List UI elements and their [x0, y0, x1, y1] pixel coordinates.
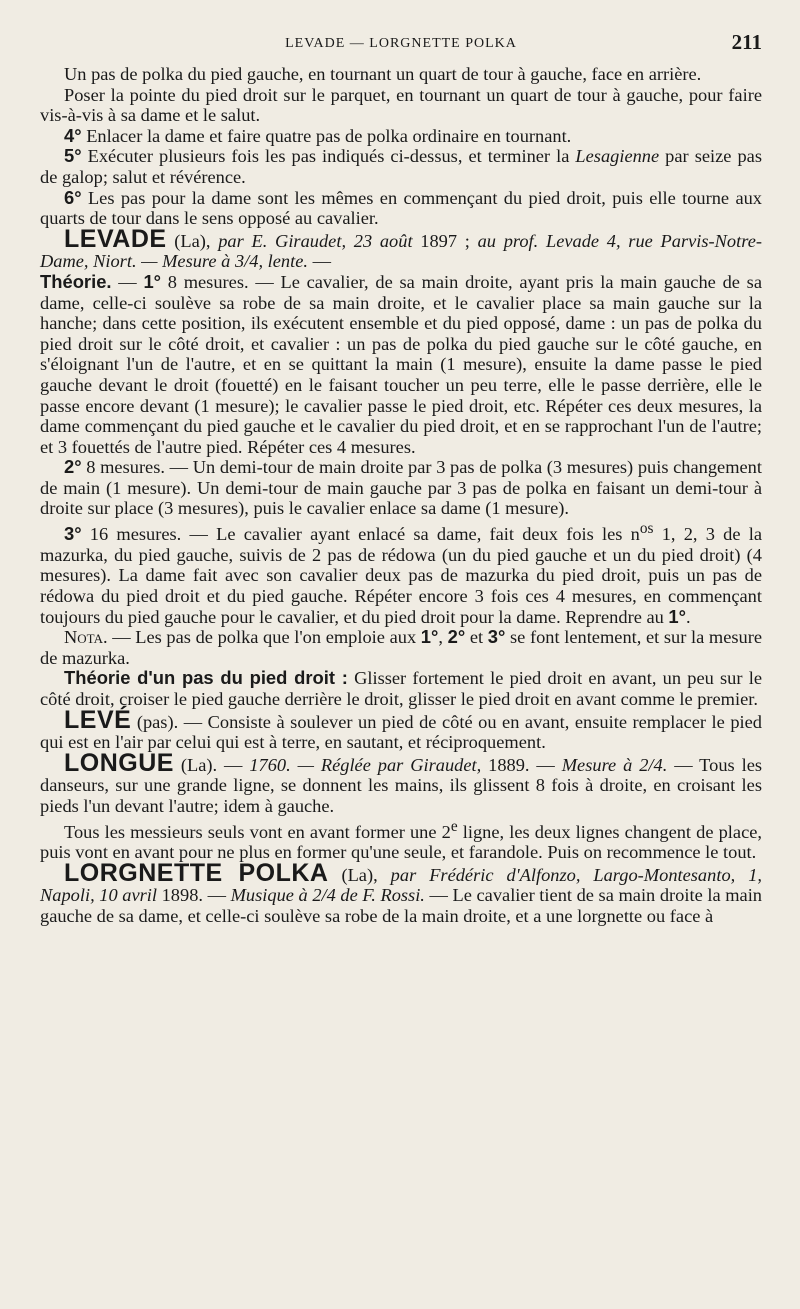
theorie-step-3 — [40, 519, 762, 627]
step-text: Les pas pour la dame sont les mêmes en commençant du pied droit, puis elle tourne aux quarts de tour dans le sens opposé au cavalier. — [40, 187, 762, 229]
entry-text: Tous les messieurs seuls vont en avant former une 2 — [64, 821, 451, 842]
entry-article: (La), — [166, 230, 219, 251]
intro-step-6 — [40, 188, 762, 229]
nota-paragraph — [40, 627, 762, 668]
step-number: 6° — [64, 186, 82, 208]
step-number: 2° — [64, 456, 82, 478]
theorie-pas-label: Théorie d'un pas du pied droit : — [64, 667, 348, 689]
entry-reference: par Frédéric d'Alfonzo, Largo-Montesanto, 1, Napoli, 10 avril — [40, 864, 762, 906]
step-number: 5° — [64, 145, 82, 167]
headword-lorgnette-polka: LORGNETTE POLKA — [64, 858, 329, 887]
entry-text: — Tous les danseurs, sur une grande ligne, se donnent les mains, ils glissent 8 fois à droite, en croisant les pieds l'un devant l'autre; idem à gauche. — [40, 754, 763, 816]
entry-details: Mesure à 2/4. — [561, 754, 668, 775]
intro-step-4 — [40, 126, 762, 147]
entry-text: (pas). — Consiste à soulever un pied de côté ou en avant, ensuite remplacer le pied qui est en l'air par celui qui est à terre, en sautant, et réciproquement. — [40, 711, 762, 753]
superscript: os — [639, 520, 654, 538]
nota-label: Nota. — [64, 627, 108, 648]
running-head: LEVADE — LORGNETTE POLKA — [285, 36, 517, 51]
entry-article: (La), — [328, 864, 391, 885]
intro-paragraph-2: Poser la pointe du pied droit sur le parquet, en tournant un quart de tour à gauche, pour faire vis-à-vis à sa dame et le salut. — [40, 84, 762, 126]
step-number: 3° — [64, 523, 82, 545]
punctuation: . — [686, 606, 691, 627]
longue-paragraph-2 — [40, 817, 762, 863]
entry-lorgnette-polka — [40, 858, 763, 927]
nota-ref-1: 1° — [420, 626, 439, 648]
separator: — — [111, 271, 144, 292]
nota-ref-3: 3° — [487, 626, 506, 648]
theorie-step-1 — [40, 272, 762, 457]
page-number: 211 — [731, 30, 762, 54]
entry-levade — [40, 224, 762, 272]
step-text: 1, 2, 3 de la mazurka, du pied gauche, suivis de 2 pas de rédowa (un du pied gauche et un du pied droit) (4 mesures). La dame fait avec son cavalier deux pas de mazurka du pied droit, puis un pas de rédowa du pied droit et du pied gauche. Répéter encore 3 fois ces 4 mesures, en commençant toujours du pied gauche pour le cavalier, et du pied droit pour la dame. Reprendre au — [40, 524, 762, 627]
nota-text: se font lentement, et sur la mesure de mazurka. — [40, 627, 763, 668]
nota-ref-2: 2° — [447, 626, 466, 648]
page-header — [40, 30, 762, 64]
step-text: Enlacer la dame et faire quatre pas de polka ordinaire en tournant. — [81, 125, 572, 146]
entry-reference: 1760. — Réglée par Giraudet, — [249, 754, 482, 775]
step-text: Exécuter plusieurs fois les pas indiqués ci-dessus, et terminer la — [81, 146, 576, 167]
theorie-step-2 — [40, 457, 762, 519]
theorie-pas-paragraph — [40, 668, 762, 709]
entry-leve — [40, 705, 762, 753]
step-number: 4° — [64, 124, 82, 146]
entry-reference: par E. Giraudet, 23 août — [218, 230, 413, 251]
entry-details: au prof. Levade 4, rue Parvis-Notre-Dame, Niort. — Mesure à 3/4, lente. — [40, 230, 762, 272]
headword-leve: LEVÉ — [64, 705, 132, 734]
separator: et — [465, 627, 488, 648]
separator: , — [438, 627, 448, 648]
entry-dash: — — [308, 251, 331, 272]
step-text: 8 mesures. — Le cavalier, de sa main droite, ayant pris la main gauche de sa dame, celle-ci soulève sa robe de sa main droite, et le cavalier place sa main gauche sur la hanche; dans cette position, ils exécutent ensemble et du pied opposé, dame : un pas de polka du pied droit sur le côté droit, et cavalier : un pas de polka du pied gauche sur le côté gauche, en s'éloignant l'un de l'autre, et en se quittant la main (1 mesure), ensuite la dame passe le pied gauche devant le droit (fouetté) en le faisant toucher un peu terre, elle le passe derrière, elle le passe encore devant (1 mesure); le cavalier passe le pied droit, etc. Répéter ces deux mesures, la dame commençant du pied gauche et le cavalier du pied droit, et en se rapprochant l'un de l'autre; et 3 fouettés de l'autre pied. Répéter ces 4 mesures. — [40, 271, 762, 457]
intro-step-5 — [40, 146, 762, 187]
headword-longue: LONGUE — [64, 748, 174, 777]
intro-paragraph-1: Un pas de polka du pied gauche, en tournant un quart de tour à gauche, face en arrière. — [64, 64, 702, 84]
emphasis: Lesagienne — [575, 146, 660, 167]
nota-text: — Les pas de polka que l'on emploie aux — [107, 627, 421, 648]
headword-levade: LEVADE — [64, 224, 167, 253]
entry-year: 1897 ; — [412, 230, 478, 251]
step-text: 8 mesures. — Un demi-tour de main droite par 3 pas de polka (3 mesures) puis changement de main (1 mesure). Un demi-tour de main gauche par 3 pas de polka en faisant un demi-tour à droite sur place (3 mesures), puis le cavalier enlace sa dame (1 mesure). — [40, 457, 762, 519]
entry-longue — [40, 748, 763, 817]
entry-details: Musique à 2/4 de F. Rossi. — [230, 885, 425, 906]
step-number: 1° — [143, 270, 162, 292]
entry-text: — Le cavalier tient de sa main droite la main gauche de sa dame, et celle-ci soulève sa robe de la main droite, et a une lorgnette ou face à — [40, 885, 763, 926]
entry-article: (La). — — [173, 754, 250, 775]
entry-year: 1898. — — [157, 885, 231, 906]
body-text — [40, 64, 762, 927]
superscript: e — [450, 817, 458, 835]
step-text: 16 mesures. — Le cavalier ayant enlacé sa dame, fait deux fois les n — [81, 524, 640, 545]
step-reference: 1° — [668, 605, 687, 627]
step-text: par seize pas de galop; salut et révérence. — [40, 146, 762, 187]
theorie-pas-text: Glisser fortement le pied droit en avant, un peu sur le côté droit, croiser le pied gauche derrière le droit, glisser le pied droit en avant comme le premier. — [40, 668, 762, 709]
theorie-label: Théorie. — [40, 270, 112, 292]
entry-text: ligne, les deux lignes changent de place, puis vont en avant pour ne plus en former qu'une seule, et farandole. Puis on recommence le tout. — [40, 821, 762, 863]
entry-year: 1889. — — [481, 754, 562, 775]
